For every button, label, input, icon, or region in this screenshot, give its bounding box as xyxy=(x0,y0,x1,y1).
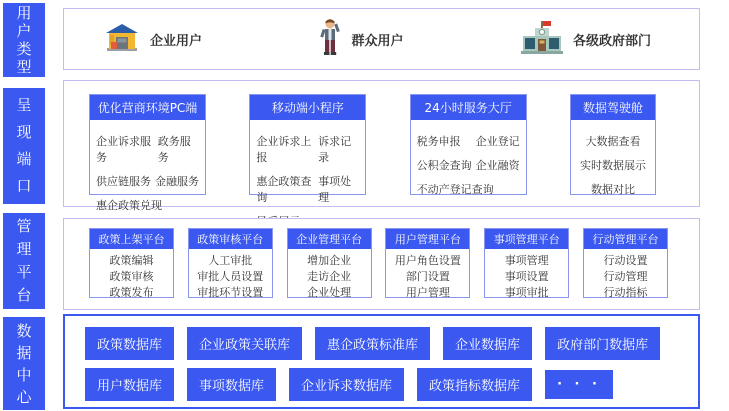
database-chip: 企业诉求数据库 xyxy=(289,368,404,401)
port-card-title: 移动端小程序 xyxy=(250,95,365,120)
port-card-title: 24小时服务大厅 xyxy=(411,95,526,120)
port-row xyxy=(417,181,520,197)
database-chip: 企业政策关联库 xyxy=(187,327,302,360)
management-platforms-section xyxy=(63,218,700,310)
mgmt-item: 事项管理 xyxy=(504,254,549,267)
mgmt-item: 行动指标 xyxy=(603,286,648,299)
mgmt-item: 增加企业 xyxy=(307,254,352,267)
port-card-body xyxy=(571,120,655,202)
citizen-person-icon xyxy=(319,18,341,60)
port-item: 数据对比 xyxy=(590,183,635,196)
database-row-2 xyxy=(85,368,698,401)
mgmt-card-body xyxy=(90,249,173,305)
mgmt-item: 政策发布 xyxy=(109,286,154,299)
mgmt-card-action xyxy=(583,228,668,298)
port-item: 供应链服务 xyxy=(96,175,151,188)
database-chip: 政策数据库 xyxy=(85,327,174,360)
user-type-enterprise xyxy=(104,22,202,56)
port-item: 大数据查看 xyxy=(585,135,641,148)
mgmt-card-title: 政策审核平台 xyxy=(189,229,272,249)
mgmt-item: 用户角色设置 xyxy=(394,254,461,267)
mgmt-card-title: 事项管理平台 xyxy=(485,229,568,249)
port-item: 政务服务 xyxy=(157,135,191,164)
port-item: 实时数据展示 xyxy=(579,159,646,172)
port-card-pc xyxy=(89,94,206,212)
user-types-section xyxy=(63,8,700,70)
port-row xyxy=(577,133,649,149)
mgmt-item: 用户管理 xyxy=(405,286,450,299)
port-row xyxy=(96,173,199,189)
mgmt-card-matters xyxy=(484,228,569,298)
rail-label-user-types xyxy=(3,3,45,77)
mgmt-item: 企业处理 xyxy=(307,286,352,299)
user-type-government xyxy=(521,20,651,58)
port-row xyxy=(577,157,649,173)
rail-label-text: 呈现端口 xyxy=(16,96,32,195)
port-item: 金融服务 xyxy=(155,175,199,188)
mgmt-item: 事项设置 xyxy=(504,270,549,283)
port-row xyxy=(577,181,649,197)
database-chip: 用户数据库 xyxy=(85,368,174,401)
port-card-data-cockpit xyxy=(570,94,656,195)
port-item: 企业登记 xyxy=(475,135,520,148)
port-item: 企业诉求服务 xyxy=(96,135,151,164)
port-item: 企业融资 xyxy=(475,159,520,172)
mgmt-card-policy-publish xyxy=(89,228,174,298)
mgmt-item: 行动管理 xyxy=(603,270,648,283)
mgmt-card-title: 企业管理平台 xyxy=(288,229,371,249)
mgmt-card-policy-review xyxy=(188,228,273,298)
database-chip: 政策指标数据库 xyxy=(417,368,532,401)
mgmt-card-body xyxy=(386,249,469,305)
port-card-body xyxy=(250,120,365,234)
user-type-citizen xyxy=(319,18,403,60)
user-type-label: 群众用户 xyxy=(351,33,404,49)
mgmt-item: 部门设置 xyxy=(405,270,450,283)
database-chip: 事项数据库 xyxy=(187,368,276,401)
mgmt-card-title: 行动管理平台 xyxy=(584,229,667,249)
rail-label-management-platforms xyxy=(3,213,45,309)
presentation-ports-section xyxy=(63,80,700,212)
port-row xyxy=(256,133,359,165)
port-row xyxy=(256,173,359,205)
port-card-title: 优化营商环境PC端 xyxy=(90,95,205,120)
port-row xyxy=(96,197,199,213)
port-card-body xyxy=(90,120,205,218)
rail-label-presentation-ports xyxy=(3,88,45,204)
mgmt-item: 事项审批 xyxy=(504,286,549,299)
rail-label-data-center xyxy=(3,317,45,410)
port-card-title: 数据驾驶舱 xyxy=(571,95,655,120)
port-item: 公积金查询 xyxy=(416,159,472,172)
mgmt-card-title: 政策上架平台 xyxy=(90,229,173,249)
port-row xyxy=(417,133,520,149)
mgmt-card-enterprise xyxy=(287,228,372,298)
mgmt-item: 政策编辑 xyxy=(109,254,154,267)
port-item: 诉求记录 xyxy=(318,135,352,164)
mgmt-item: 走访企业 xyxy=(307,270,352,283)
rail-label-text: 用户类型 xyxy=(16,4,32,76)
mgmt-card-body xyxy=(288,249,371,305)
mgmt-item: 行动设置 xyxy=(603,254,648,267)
port-card-body xyxy=(411,120,526,202)
port-item: 惠企政策兑现 xyxy=(96,199,162,212)
rail-label-text: 数据中心 xyxy=(16,321,32,406)
user-type-label: 企业用户 xyxy=(150,33,203,49)
port-item: 惠企政策查询 xyxy=(256,175,312,204)
database-row-1 xyxy=(85,327,698,360)
mgmt-card-body xyxy=(189,249,272,305)
port-item: 税务申报 xyxy=(416,135,461,148)
port-item: 企业诉求上报 xyxy=(256,135,312,164)
rail-label-text: 管理平台 xyxy=(16,217,32,304)
mgmt-card-body xyxy=(584,249,667,305)
database-chip-ellipsis: · · · xyxy=(545,370,613,399)
mgmt-card-user xyxy=(385,228,470,298)
user-type-label: 各级政府部门 xyxy=(572,33,651,49)
government-building-icon xyxy=(521,20,563,58)
mgmt-item: 政策审核 xyxy=(109,270,154,283)
mgmt-card-body xyxy=(485,249,568,305)
data-center-section xyxy=(63,314,700,409)
port-row xyxy=(96,133,199,165)
mgmt-item: 审批环节设置 xyxy=(197,286,264,299)
mgmt-card-title: 用户管理平台 xyxy=(386,229,469,249)
mgmt-item: 审批人员设置 xyxy=(197,270,264,283)
database-chip: 企业数据库 xyxy=(443,327,532,360)
port-item: 不动产登记查询 xyxy=(416,183,494,196)
mgmt-item: 人工审批 xyxy=(208,254,253,267)
enterprise-building-icon xyxy=(104,22,140,56)
port-row xyxy=(417,157,520,173)
database-chip: 政府部门数据库 xyxy=(545,327,660,360)
port-card-service-hall xyxy=(410,94,527,195)
database-chip: 惠企政策标准库 xyxy=(315,327,430,360)
port-card-miniprogram xyxy=(249,94,366,204)
port-item: 事项处理 xyxy=(318,175,352,204)
